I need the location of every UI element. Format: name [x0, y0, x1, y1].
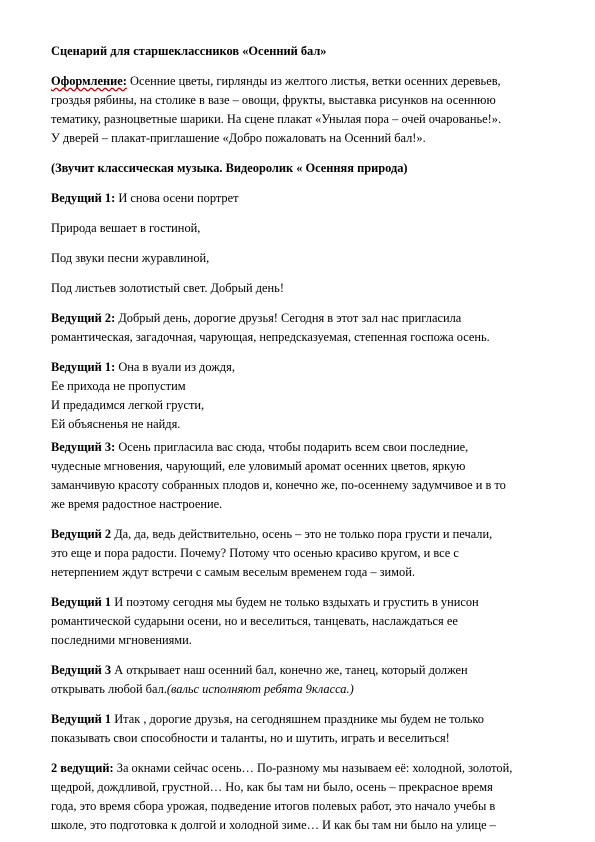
paragraph-host1-poem	[51, 358, 551, 434]
decor-line: Осенние цветы, гирлянды из желтого листья, ветки осенних деревьев,	[126, 74, 501, 88]
speech-text: открывать любой бал.	[51, 682, 167, 696]
speech-text: Да, да, ведь действительно, осень – это не только пора грусти и печали,	[111, 527, 493, 541]
speech-text: показывать свои способности и таланты, но и шутить, играть и веселиться!	[51, 731, 450, 745]
speaker-label: Ведущий 1	[51, 595, 112, 609]
speech-text: Итак , дорогие друзья, на сегодняшнем празднике мы будем не только	[111, 712, 484, 726]
paragraph-host1-c	[51, 710, 551, 748]
decor-label: Оформление:	[51, 74, 127, 88]
speech-text: чудесные мгновения, чарующий, еле уловимый аромат осенних цветов, яркую	[51, 459, 466, 473]
speech-text: За окнами сейчас осень… По-разному мы называем её: холодной, золотой,	[113, 761, 513, 775]
paragraph-host2	[51, 309, 551, 347]
speech-text: это еще и пора радости. Почему? Потому что осенью красиво кругом, и все с	[51, 546, 459, 560]
speech-text: школе, это подготовка к долгой и холодной зиме… И как бы там ни было на улице –	[51, 818, 496, 832]
speech-text: года, это время сбора урожая, подведение итогов полевых работ, это начало учебы в	[51, 799, 496, 813]
poem-line: Под звуки песни журавлиной,	[51, 251, 210, 265]
speech-text: А открывает наш осенний бал, конечно же, танец, который должен	[111, 663, 468, 677]
decor-line: гроздья рябины, на столике в вазе – овощи, фрукты, выставка рисунков на осеннюю	[51, 93, 496, 107]
speaker-label: Ведущий 3:	[51, 440, 116, 454]
speech-text: романтическая, загадочная, чарующая, непредсказуемая, степенная госпожа осень.	[51, 330, 490, 344]
speaker-label: Ведущий 3	[51, 663, 112, 677]
speech-text: последними мгновениями.	[51, 633, 192, 647]
paragraph-host2-c	[51, 759, 551, 835]
speaker-label: Ведущий 2	[51, 527, 112, 541]
paragraph-host2-b	[51, 525, 551, 582]
poem-line: Природа вешает в гостиной,	[51, 221, 201, 235]
decor-paragraph	[51, 72, 551, 148]
speech-text: нетерпением ждут встречи с самым веселым временем года – зимой.	[51, 565, 415, 579]
paragraph-host1-b	[51, 593, 551, 650]
paragraph-host3	[51, 438, 551, 514]
poem-line: Ей объясненья не найдя.	[51, 417, 181, 431]
speaker-label: Ведущий 2:	[51, 311, 116, 325]
speaker-label: Ведущий 1:	[51, 360, 116, 374]
stage-direction: (Звучит классическая музыка. Видеоролик « Осенняя природа)	[51, 161, 408, 175]
speech-text: И поэтому сегодня мы будем не только вздыхать и грустить в унисон	[111, 595, 479, 609]
speaker-label: Ведущий 1	[51, 712, 112, 726]
paragraph-host3-b	[51, 661, 551, 699]
speaker-label: Ведущий 1:	[51, 191, 116, 205]
decor-line: тематику, разноцветные шарики. На сцене плакат «Унылая пора – очей очарованье!».	[51, 112, 502, 126]
speech-text: Она в вуали из дождя,	[115, 360, 235, 374]
poem-line: И предадимся легкой грусти,	[51, 398, 205, 412]
decor-line: У дверей – плакат-приглашение «Добро пожаловать на Осенний бал!».	[51, 131, 426, 145]
speech-text: И снова осени портрет	[115, 191, 239, 205]
speaker-label: 2 ведущий:	[51, 761, 114, 775]
speech-text: Осень пригласила вас сюда, чтобы подарить всем свои последние,	[115, 440, 469, 454]
document-title: Сценарий для старшеклассников «Осенний бал»	[51, 44, 327, 58]
poem-line: Под листьев золотистый свет. Добрый день!	[51, 281, 284, 295]
stage-note: (вальс исполняют ребята 9класса.)	[166, 682, 354, 696]
speech-text: щедрой, дождливой, грустной… Но, как бы там ни было, осень – прекрасное время	[51, 780, 493, 794]
speech-text: же время радостное настроение.	[51, 497, 223, 511]
paragraph-host1-intro	[51, 189, 551, 208]
speech-text: романтической сударыни осени, но и веселиться, танцевать, наслаждаться ее	[51, 614, 458, 628]
speech-text: заманчивую красоту собранных плодов и, конечно же, по-осеннему задумчивое и в то	[51, 478, 506, 492]
speech-text: Добрый день, дорогие друзья! Сегодня в этот зал нас пригласила	[115, 311, 462, 325]
poem-line: Ее прихода не пропустим	[51, 379, 186, 393]
